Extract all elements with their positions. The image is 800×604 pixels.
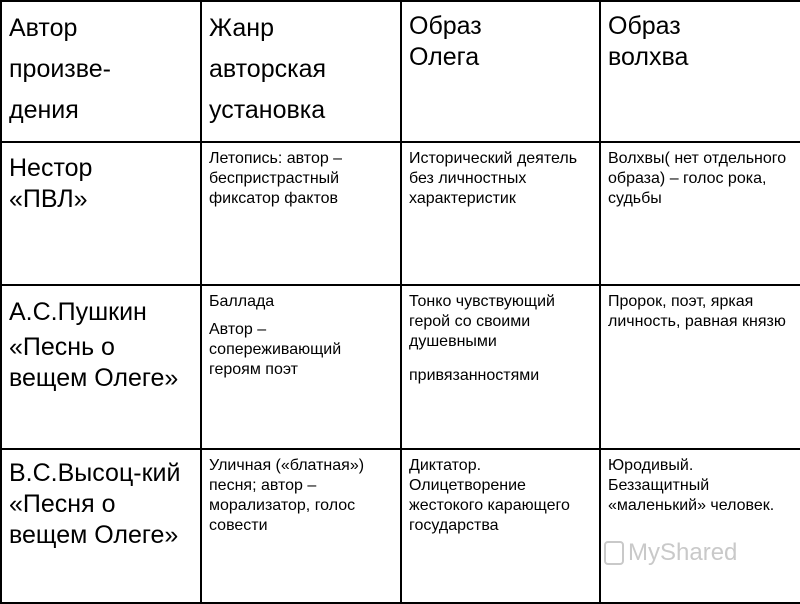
row-2-genre [201, 285, 401, 449]
row-2-author [1, 285, 201, 449]
row-1-genre-text: Летопись: автор – беспристрастный фиксатор фактов [209, 150, 343, 207]
header-volkhv [600, 1, 800, 142]
header-author-line-2: произве- [9, 55, 112, 83]
header-oleg-line-1: Образ [409, 12, 482, 40]
header-genre-line-2: авторская [209, 55, 327, 83]
header-volkhv-line-2: волхва [608, 43, 689, 71]
watermark [604, 538, 764, 568]
row-1-author-line-2: «ПВЛ» [9, 185, 88, 213]
row-2-volkhv [600, 285, 800, 449]
header-author-line-3: дения [9, 96, 79, 124]
row-3-genre-text: Уличная («блатная») песня; автор – морализатор, голос совести [209, 457, 365, 534]
row-1-volkhv [600, 142, 800, 285]
header-genre [201, 1, 401, 142]
header-author-line-1: Автор [9, 14, 78, 42]
header-oleg [401, 1, 600, 142]
row-1-oleg-text: Исторический деятель без личностных характеристик [409, 150, 578, 207]
header-author [1, 1, 201, 142]
header-row [1, 1, 800, 142]
table-row [1, 285, 800, 449]
header-genre-line-3: установка [209, 96, 326, 124]
row-2-oleg [401, 285, 600, 449]
row-2-volkhv-text: Пророк, поэт, яркая личность, равная князю [608, 293, 786, 330]
row-3-oleg-text: Диктатор. Олицетворение жестокого карающего государства [409, 457, 570, 534]
header-oleg-line-2: Олега [409, 43, 480, 71]
row-1-author-line-1: Нестор [9, 154, 93, 182]
row-2-oleg-line-2: привязанностями [409, 367, 540, 384]
row-3-volkhv [600, 449, 800, 603]
watermark-text: MyShared [628, 539, 738, 566]
table-row [1, 449, 800, 603]
presentation-icon [604, 541, 624, 565]
row-2-genre-line-1: Баллада [209, 293, 275, 310]
row-3-author-text: В.С.Высоц-кий «Песня о вещем Олеге» [9, 459, 181, 549]
row-3-volkhv-text: Юродивый. Беззащитный «маленький» человек. [608, 457, 775, 514]
row-1-oleg [401, 142, 600, 285]
row-3-oleg [401, 449, 600, 603]
row-3-author [1, 449, 201, 603]
row-3-genre [201, 449, 401, 603]
row-2-genre-line-2: Автор – сопереживающий героям поэт [209, 321, 342, 378]
row-1-author [1, 142, 201, 285]
row-1-volkhv-text: Волхвы( нет отдельного образа) – голос рока, судьбы [608, 150, 787, 207]
row-2-author-line-1: А.С.Пушкин [9, 298, 147, 326]
header-volkhv-line-1: Образ [608, 12, 681, 40]
table-row [1, 142, 800, 285]
row-1-genre [201, 142, 401, 285]
header-genre-line-1: Жанр [209, 14, 274, 42]
row-2-oleg-line-1: Тонко чувствующий герой со своими душевными [409, 293, 555, 350]
row-2-author-line-2: «Песнь о вещем Олеге» [9, 333, 179, 392]
